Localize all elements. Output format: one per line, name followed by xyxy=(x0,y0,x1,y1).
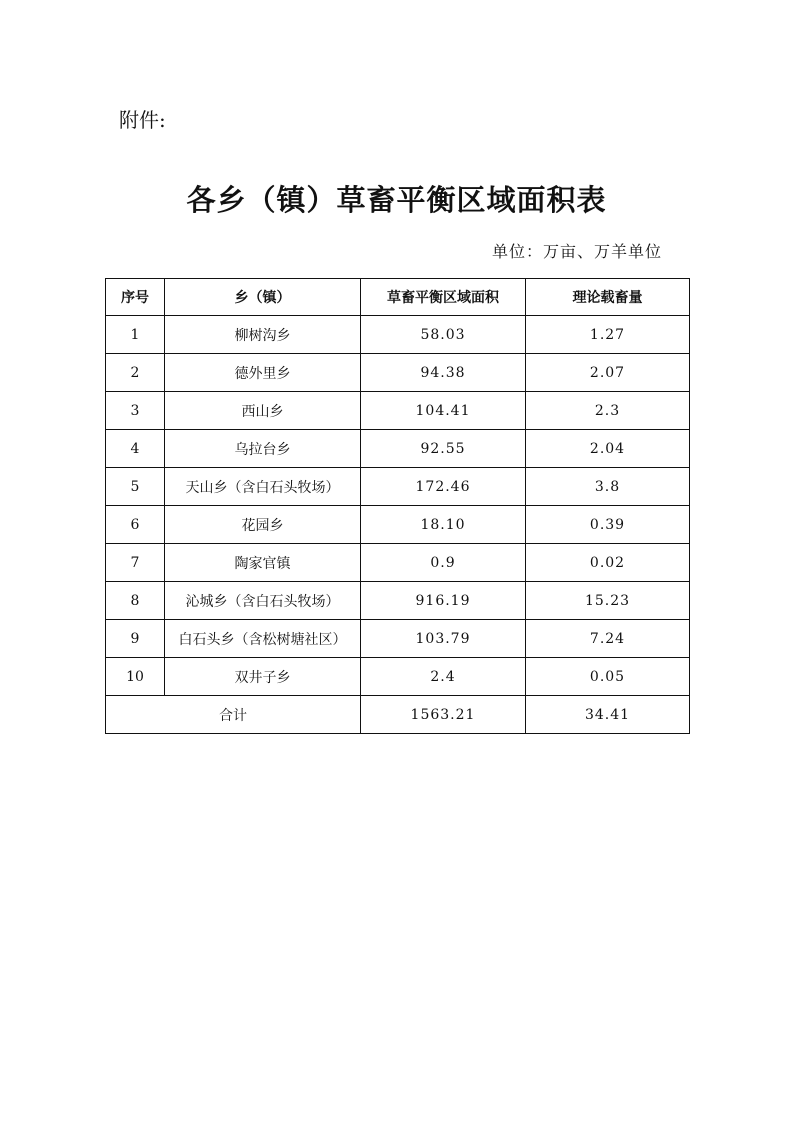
cell-balance-area: 94.38 xyxy=(361,354,526,392)
cell-balance-area: 92.55 xyxy=(361,430,526,468)
cell-township: 陶家官镇 xyxy=(165,544,361,582)
cell-serial-number: 7 xyxy=(106,544,165,582)
cell-balance-area: 0.9 xyxy=(361,544,526,582)
cell-carrying-capacity: 7.24 xyxy=(526,620,690,658)
cell-balance-area: 2.4 xyxy=(361,658,526,696)
header-balance-area: 草畜平衡区域面积 xyxy=(361,279,526,316)
table-row xyxy=(106,354,690,392)
total-carrying-capacity: 34.41 xyxy=(526,696,690,734)
cell-serial-number: 6 xyxy=(106,506,165,544)
cell-serial-number: 10 xyxy=(106,658,165,696)
cell-township: 花园乡 xyxy=(165,506,361,544)
cell-township: 西山乡 xyxy=(165,392,361,430)
cell-township: 乌拉台乡 xyxy=(165,430,361,468)
total-balance-area: 1563.21 xyxy=(361,696,526,734)
cell-township: 天山乡（含白石头牧场） xyxy=(165,468,361,506)
cell-serial-number: 4 xyxy=(106,430,165,468)
cell-carrying-capacity: 2.04 xyxy=(526,430,690,468)
cell-balance-area: 916.19 xyxy=(361,582,526,620)
cell-balance-area: 104.41 xyxy=(361,392,526,430)
header-carrying-capacity: 理论载畜量 xyxy=(526,279,690,316)
cell-serial-number: 5 xyxy=(106,468,165,506)
cell-balance-area: 58.03 xyxy=(361,316,526,354)
cell-carrying-capacity: 1.27 xyxy=(526,316,690,354)
cell-serial-number: 9 xyxy=(106,620,165,658)
cell-carrying-capacity: 2.07 xyxy=(526,354,690,392)
cell-carrying-capacity: 15.23 xyxy=(526,582,690,620)
table-row xyxy=(106,658,690,696)
header-serial-number: 序号 xyxy=(106,279,165,316)
table-row xyxy=(106,544,690,582)
cell-township: 德外里乡 xyxy=(165,354,361,392)
cell-township: 双井子乡 xyxy=(165,658,361,696)
cell-balance-area: 103.79 xyxy=(361,620,526,658)
table-header-row xyxy=(106,279,690,316)
table-row xyxy=(106,582,690,620)
cell-carrying-capacity: 0.05 xyxy=(526,658,690,696)
table-row xyxy=(106,468,690,506)
table-row xyxy=(106,430,690,468)
table-row xyxy=(106,506,690,544)
unit-note: 单位：万亩、万羊单位 xyxy=(491,242,662,261)
cell-balance-area: 172.46 xyxy=(361,468,526,506)
cell-carrying-capacity: 0.02 xyxy=(526,544,690,582)
cell-serial-number: 2 xyxy=(106,354,165,392)
table-row xyxy=(106,392,690,430)
cell-carrying-capacity: 2.3 xyxy=(526,392,690,430)
cell-carrying-capacity: 0.39 xyxy=(526,506,690,544)
cell-township: 柳树沟乡 xyxy=(165,316,361,354)
cell-serial-number: 1 xyxy=(106,316,165,354)
document-title: 各乡（镇）草畜平衡区域面积表 xyxy=(186,183,607,217)
total-label: 合计 xyxy=(106,696,361,734)
table-total-row xyxy=(106,696,690,734)
area-table xyxy=(105,278,690,734)
cell-carrying-capacity: 3.8 xyxy=(526,468,690,506)
cell-balance-area: 18.10 xyxy=(361,506,526,544)
attachment-label: 附件: xyxy=(119,108,166,132)
cell-serial-number: 3 xyxy=(106,392,165,430)
cell-township: 沁城乡（含白石头牧场） xyxy=(165,582,361,620)
table-row xyxy=(106,620,690,658)
header-township: 乡（镇） xyxy=(165,279,361,316)
table-row xyxy=(106,316,690,354)
cell-serial-number: 8 xyxy=(106,582,165,620)
cell-township: 白石头乡（含松树塘社区） xyxy=(165,620,361,658)
